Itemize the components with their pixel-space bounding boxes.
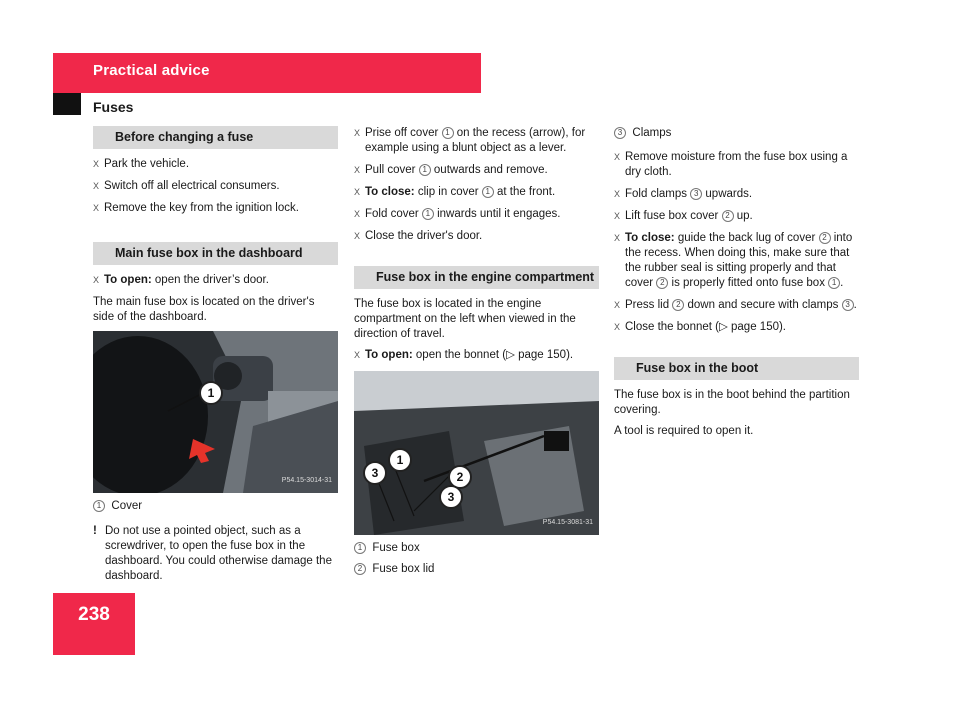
arrow-icon: X [354, 350, 361, 360]
step-item: X To close: clip in cover 1 at the front. [354, 186, 556, 198]
warning-note: ! Do not use a pointed object, such as a screwdriver, to open the fuse box in the dashboard. You could otherwise damage the dashboard. [93, 525, 332, 582]
paragraph: The fuse box is in the boot behind the partition covering. [614, 389, 850, 416]
step-item: X Fold clamps 3 upwards. [614, 188, 753, 200]
heading-boot-fuse-box: Fuse box in the boot [614, 357, 859, 380]
section-title: Fuses [93, 99, 134, 115]
photo-code: P54.15-3081-31 [542, 519, 593, 526]
arrow-icon: X [354, 165, 361, 175]
arrow-icon: X [614, 300, 621, 310]
arrow-icon: X [93, 203, 100, 213]
paragraph: A tool is required to open it. [614, 425, 754, 437]
number-icon: 1 [93, 500, 105, 512]
column-3 [614, 126, 859, 445]
number-icon: 2 [722, 210, 734, 222]
chapter-title: Practical advice [93, 62, 210, 79]
column-2 [354, 126, 599, 583]
caption: 3 Clamps [614, 126, 859, 141]
number-icon: 1 [422, 208, 434, 220]
arrow-icon: X [93, 159, 100, 169]
step-item: X Park the vehicle. [93, 158, 190, 170]
arrow-icon: X [354, 231, 361, 241]
dashboard-photo-illustration [93, 331, 338, 493]
heading-main-fuse-box: Main fuse box in the dashboard [93, 242, 338, 265]
arrow-icon: X [354, 187, 361, 197]
heading-engine-fuse-box: Fuse box in the engine compartment [354, 266, 599, 289]
dashboard-fuse-photo [93, 331, 338, 493]
step-item: X To open: open the bonnet (▷ page 150). [354, 349, 574, 361]
step-item: X Fold cover 1 inwards until it engages. [354, 208, 561, 220]
number-icon: 1 [442, 127, 454, 139]
number-icon: 2 [354, 563, 366, 575]
number-icon: 1 [354, 542, 366, 554]
arrow-icon: X [93, 181, 100, 191]
photo-code: P54.15-3014-31 [281, 477, 332, 484]
step-item: X Close the driver's door. [354, 230, 483, 242]
callout-1: 1 [199, 381, 223, 405]
number-icon: 1 [828, 277, 840, 289]
paragraph: The main fuse box is located on the driver's side of the dashboard. [93, 296, 315, 323]
step-item: X Remove the key from the ignition lock. [93, 202, 299, 214]
number-icon: 3 [690, 188, 702, 200]
callout-3: 3 [363, 461, 387, 485]
arrow-icon: X [354, 128, 361, 138]
step-item: X Lift fuse box cover 2 up. [614, 210, 753, 222]
caption: 2 Fuse box lid [354, 562, 599, 577]
number-icon: 3 [614, 127, 626, 139]
caption: 1 Fuse box [354, 541, 599, 556]
paragraph: The fuse box is located in the engine compartment on the left when viewed in the direction of travel. [354, 298, 576, 340]
callout-2: 2 [448, 465, 472, 489]
step-item: X Remove moisture from the fuse box using a dry cloth. [614, 151, 848, 178]
arrow-icon: X [614, 152, 621, 162]
callout-1: 1 [388, 448, 412, 472]
arrow-icon: X [614, 322, 621, 332]
arrow-icon: X [614, 233, 621, 243]
caption: 1 Cover [93, 499, 338, 514]
step-item: X Switch off all electrical consumers. [93, 180, 280, 192]
callout-3: 3 [439, 485, 463, 509]
number-icon: 2 [672, 299, 684, 311]
arrow-icon: X [614, 211, 621, 221]
section-marker [53, 93, 81, 115]
step-item: X To open: open the driver’s door. [93, 274, 269, 286]
step-item: X Close the bonnet (▷ page 150). [614, 321, 787, 333]
heading-before-changing: Before changing a fuse [93, 126, 338, 149]
number-icon: 1 [419, 164, 431, 176]
step-item: X Prise off cover 1 on the recess (arrow), for example using a blunt object as a lever. [354, 127, 586, 154]
arrow-icon: X [93, 275, 100, 285]
warning-icon: ! [93, 525, 97, 537]
arrow-icon: X [354, 209, 361, 219]
page-number: 238 [78, 604, 110, 625]
column-1 [93, 126, 338, 584]
number-icon: 1 [482, 186, 494, 198]
arrow-icon: X [614, 189, 621, 199]
number-icon: 3 [842, 299, 854, 311]
step-item: X Press lid 2 down and secure with clamps 3 . [614, 299, 857, 311]
step-item: X To close: guide the back lug of cover 2 into the recess. When doing this, make sure that the rubber seal is sitting properly and that cover 2 is properly fitted onto fuse box 1 . [614, 232, 853, 289]
number-icon: 2 [819, 232, 831, 244]
number-icon: 2 [656, 277, 668, 289]
step-item: X Pull cover 1 outwards and remove. [354, 164, 548, 176]
engine-fuse-photo [354, 371, 599, 535]
